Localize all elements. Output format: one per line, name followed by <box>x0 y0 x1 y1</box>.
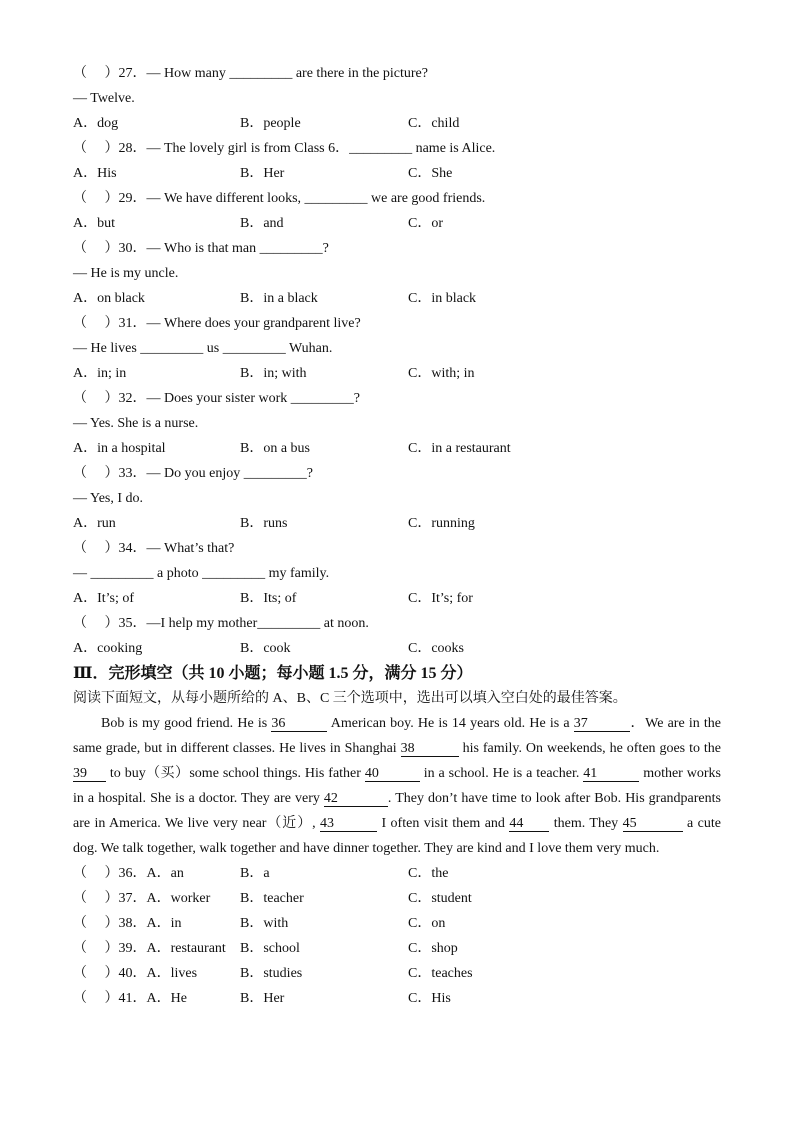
option-c: C．cooks <box>408 641 464 656</box>
question-33-options <box>73 511 721 536</box>
question-27-options <box>73 111 721 136</box>
question-34-reply: — _________ a photo _________ my family. <box>73 566 330 581</box>
passage-text: are in America. We live very near（近）, <box>73 816 321 831</box>
passage-text: to buy（买）some school things. His father <box>106 766 365 781</box>
passage-line <box>73 786 721 811</box>
option-b: B．studies <box>240 966 303 981</box>
question-number: （ ）38． <box>73 916 147 931</box>
passage-text: . They don’t have time to look after Bob. His grandparents <box>387 791 721 806</box>
question-28-stem: （ ）28．— The lovely girl is from Class 6．_________ name is Alice. <box>73 141 496 156</box>
question-31-stem: （ ）31．— Where does your grandparent live? <box>73 316 361 331</box>
option-b: B．school <box>240 941 300 956</box>
question-27-stem: （ ）27．— How many _________ are there in the picture? <box>73 66 428 81</box>
passage-text: Bob is my good friend. He is <box>101 716 272 731</box>
question-30-reply: — He is my uncle. <box>73 266 179 281</box>
option-b: B．on a bus <box>240 441 310 456</box>
option-c: C．teaches <box>408 966 473 981</box>
option-a: A．in <box>146 916 182 931</box>
option-b: B．people <box>240 116 301 131</box>
passage-blank: 40 <box>365 766 420 782</box>
question-34-options <box>73 586 721 611</box>
option-c: C．with; in <box>408 366 475 381</box>
option-b: B．and <box>240 216 284 231</box>
question-37 <box>73 886 721 911</box>
option-c: C．or <box>408 216 443 231</box>
question-33-reply: — Yes, I do. <box>73 491 144 506</box>
question-35-options <box>73 636 721 661</box>
passage-text: same grade, but in different classes. He lives in Shanghai <box>73 741 401 756</box>
question-30-stem: （ ）30．— Who is that man _________? <box>73 241 329 256</box>
option-c: C．She <box>408 166 453 181</box>
question-27-reply: — Twelve. <box>73 91 135 106</box>
option-b: B．runs <box>240 516 288 531</box>
option-c: C．in black <box>408 291 477 306</box>
option-a: A．lives <box>146 966 198 981</box>
passage-line <box>73 836 721 861</box>
option-a: A．It’s; of <box>73 591 135 606</box>
option-a: A．He <box>146 991 187 1006</box>
question-40 <box>73 961 721 986</box>
passage-blank: 39 <box>73 766 106 782</box>
question-number: （ ）36． <box>73 866 147 881</box>
question-number: （ ）41． <box>73 991 147 1006</box>
option-c: C．student <box>408 891 472 906</box>
option-c: C．It’s; for <box>408 591 473 606</box>
option-b: B．teacher <box>240 891 304 906</box>
option-a: A．restaurant <box>146 941 226 956</box>
question-32-options <box>73 436 721 461</box>
question-number: （ ）37． <box>73 891 147 906</box>
question-32-reply: — Yes. She is a nurse. <box>73 416 199 431</box>
question-39 <box>73 936 721 961</box>
question-35-stem: （ ）35．—I help my mother_________ at noon. <box>73 616 369 631</box>
passage-text: in a school. He is a teacher. <box>419 766 584 781</box>
option-b: B．a <box>240 866 270 881</box>
section-heading: Ⅲ．完形填空（共 10 小题；每小题 1.5 分，满分 15 分） <box>73 665 473 682</box>
option-a: A．dog <box>73 116 119 131</box>
question-29-stem: （ ）29．— We have different looks, _________ we are good friends. <box>73 191 486 206</box>
option-c: C．on <box>408 916 446 931</box>
passage-line <box>73 736 721 761</box>
passage-blank: 42 <box>324 791 388 807</box>
question-38 <box>73 911 721 936</box>
passage-text: a cute <box>682 816 721 831</box>
question-number: （ ）39． <box>73 941 147 956</box>
question-number: （ ）40． <box>73 966 147 981</box>
question-31-options <box>73 361 721 386</box>
passage-text: ．We are in the <box>629 716 722 731</box>
option-a: A．His <box>73 166 117 181</box>
option-c: C．His <box>408 991 451 1006</box>
question-36 <box>73 861 721 886</box>
passage-blank: 36 <box>271 716 327 732</box>
passage-blank: 37 <box>574 716 630 732</box>
passage-text: them. They <box>549 816 623 831</box>
question-41 <box>73 986 721 1011</box>
passage-blank: 44 <box>509 816 549 832</box>
option-a: A．on black <box>73 291 145 306</box>
question-31-reply: — He lives _________ us _________ Wuhan. <box>73 341 333 356</box>
option-b: B．with <box>240 916 289 931</box>
question-32-stem: （ ）32．— Does your sister work _________? <box>73 391 360 406</box>
option-a: A．an <box>146 866 184 881</box>
option-c: C．running <box>408 516 475 531</box>
option-c: C．the <box>408 866 449 881</box>
passage-text: I often visit them and <box>377 816 510 831</box>
passage-text: his family. On weekends, he often goes to the <box>458 741 722 756</box>
passage-line <box>73 761 721 786</box>
option-b: B．Her <box>240 166 285 181</box>
passage-text: mother works <box>639 766 721 781</box>
option-c: C．child <box>408 116 460 131</box>
option-a: A．but <box>73 216 115 231</box>
passage-line <box>73 711 721 736</box>
passage-blank: 41 <box>583 766 639 782</box>
exam-page-content <box>73 61 721 1011</box>
passage-blank: 43 <box>320 816 377 832</box>
option-a: A．run <box>73 516 116 531</box>
passage-text: American boy. He is 14 years old. He is a <box>327 716 574 731</box>
option-c: C．shop <box>408 941 458 956</box>
passage-line <box>73 811 721 836</box>
option-c: C．in a restaurant <box>408 441 511 456</box>
passage-blank: 45 <box>623 816 683 832</box>
section-instructions: 阅读下面短文，从每小题所给的 A、B、C 三个选项中，选出可以填入空白处的最佳答案。 <box>73 691 627 706</box>
question-30-options <box>73 286 721 311</box>
question-28-options <box>73 161 721 186</box>
option-a: A．cooking <box>73 641 143 656</box>
option-b: B．Her <box>240 991 285 1006</box>
option-b: B．in a black <box>240 291 318 306</box>
question-29-options <box>73 211 721 236</box>
option-b: B．in; with <box>240 366 307 381</box>
option-b: B．Its; of <box>240 591 297 606</box>
question-33-stem: （ ）33．— Do you enjoy _________? <box>73 466 313 481</box>
option-a: A．in a hospital <box>73 441 166 456</box>
passage-text: in a hospital. She is a doctor. They are very <box>73 791 324 806</box>
option-a: A．worker <box>146 891 211 906</box>
option-b: B．cook <box>240 641 291 656</box>
passage-blank: 38 <box>401 741 459 757</box>
passage-text: dog. We talk together, walk together and have dinner together. They are kind and I love them very much. <box>73 841 660 856</box>
question-34-stem: （ ）34．— What’s that? <box>73 541 235 556</box>
option-a: A．in; in <box>73 366 127 381</box>
